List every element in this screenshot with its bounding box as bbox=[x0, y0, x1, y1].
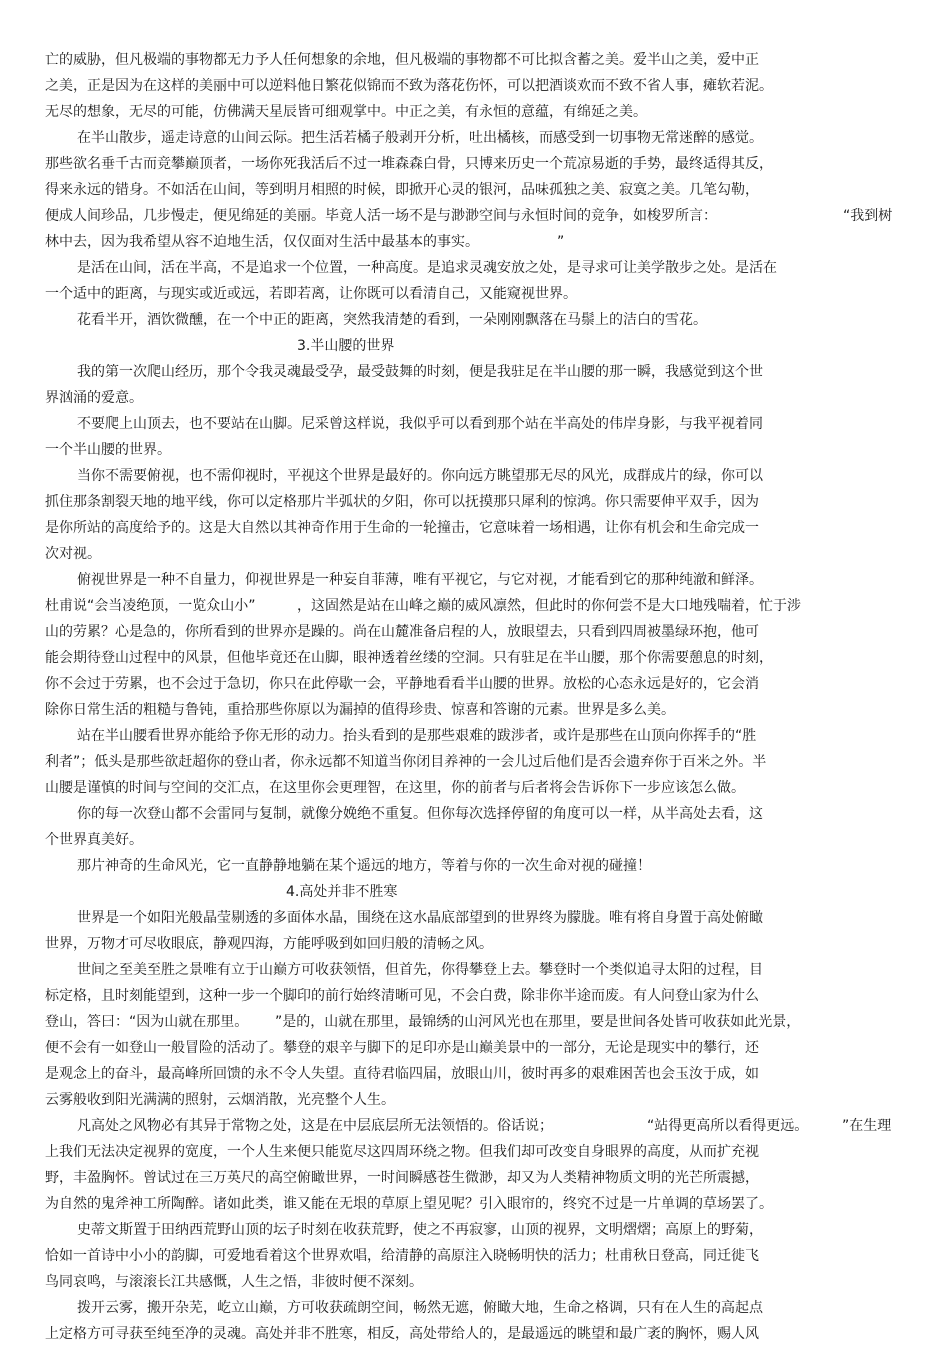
text-line: ”是的，山就在那里，最锦绣的山河风光也在那里，要是世间各处皆可收获如此光景， bbox=[275, 1014, 801, 1030]
text-line: 登山，答曰：“因为山就在那里。 bbox=[45, 1014, 249, 1030]
text-line: 你不会过于劳累，也不会过于急切，你只在此停歇一会，平静地看看半山腰的世界。放松的心态永远是好的，它会消 bbox=[45, 676, 759, 692]
text-line: 除你日常生活的粗糙与鲁钝，重拾那些你原以为漏掉的值得珍贵、惊喜和答谢的元素。世界是多么美。 bbox=[45, 702, 675, 718]
text-line: 一个适中的距离，与现实或近或远，若即若离，让你既可以看清自己，又能窥视世界。 bbox=[45, 286, 577, 302]
text-line: 花看半开，酒饮微醺，在一个中正的距离，突然我清楚的看到，一朵刚刚飘落在马鬃上的洁白的雪花。 bbox=[77, 312, 707, 328]
text-line: 是观念上的奋斗，最高峰所回馈的永不令人失望。直待君临四届，放眼山川，彼时再多的艰难困苦也会玉汝于成，如 bbox=[45, 1066, 759, 1082]
text-line: 不要爬上山顶去，也不要站在山脚。尼采曾这样说，我似乎可以看到那个站在半高处的伟岸身影，与我平视着同 bbox=[77, 416, 763, 432]
text-line: 我的第一次爬山经历，那个令我灵魂最受孕，最受鼓舞的时刻，便是我驻足在半山腰的那一瞬，我感觉到这个世 bbox=[77, 364, 763, 380]
text-line: 次对视。 bbox=[45, 546, 101, 562]
text-line: 抓住那条割裂天地的地平线，你可以定格那片半弧状的夕阳，你可以抚摸那只犀利的惊鸿。你只需要伸平双手，因为 bbox=[45, 494, 759, 510]
text-line: 上定格方可寻获至纯至净的灵魂。高处并非不胜寒，相反，高处带给人的，是最遥远的眺望和最广袤的胸怀，赐人风 bbox=[45, 1326, 759, 1342]
text-line: 山的劳累？心是急的，你所看到的世界亦是躁的。尚在山麓准备启程的人，放眼望去，只看到四周被墨绿环抱，他可 bbox=[45, 624, 759, 640]
text-line: 拨开云雾，搬开杂芜，屹立山巅，方可收获疏朗空间，畅然无遮，俯瞰大地，生命之格调，只有在人生的高起点 bbox=[77, 1300, 763, 1316]
text-line: 一个半山腰的世界。 bbox=[45, 442, 171, 458]
text-line: 能会期待登山过程中的风景，但他毕竟还在山脚，眼神透着丝缕的空洞。只有驻足在半山腰，那个你需要憩息的时刻， bbox=[45, 650, 773, 666]
text-line: 杜甫说“会当凌绝顶，一览众山小” bbox=[45, 598, 256, 614]
text-line: 便成人间珍品，几步慢走，便见绵延的美丽。毕竟人活一场不是与渺渺空间与永恒时间的竞争，如梭罗所言： bbox=[45, 208, 717, 224]
text-line: ，这固然是站在山峰之巅的威风凛然，但此时的你何尝不是大口地残喘着，忙于涉 bbox=[297, 598, 801, 614]
text-line: 便不会有一如登山一般冒险的活动了。攀登的艰辛与脚下的足印亦是山巅美景中的一部分，无论是现实中的攀行，还 bbox=[45, 1040, 759, 1056]
text-line: 是活在山间，活在半高，不是追求一个位置，一种高度。是追求灵魂安放之处，是寻求可让美学散步之处。是活在 bbox=[77, 260, 777, 276]
text-line: 那片神奇的生命风光，它一直静静地躺在某个遥远的地方，等着与你的一次生命对视的碰撞！ bbox=[77, 858, 651, 874]
text-line: 世界，万物才可尽收眼底，静观四海，方能呼吸到如回归般的清畅之风。 bbox=[45, 936, 493, 952]
text-line: 界汹涌的爱意。 bbox=[45, 390, 143, 406]
section-heading: 3.半山腰的世界 bbox=[297, 338, 395, 354]
text-line: 山腰是谨慎的时间与空间的交汇点，在这里你会更理智，在这里，你的前者与后者将会告诉你下一步应该怎么做。 bbox=[45, 780, 745, 796]
text-line: 在半山散步，遥走诗意的山间云际。把生活若橘子般剥开分析，吐出橘核，而感受到一切事物无常迷醉的感觉。 bbox=[77, 130, 763, 146]
text-line: 是你所站的高度给予的。这是大自然以其神奇作用于生命的一轮撞击，它意味着一场相遇，让你有机会和生命完成一 bbox=[45, 520, 759, 536]
quote-fragment: ”在生理 bbox=[842, 1118, 892, 1134]
text-line: 野，丰盈胸怀。曾试过在三万英尺的高空俯瞰世界，一时间瞬感苍生微渺，却又为人类精神物质文明的光芒所震撼， bbox=[45, 1170, 759, 1186]
text-line: 站在半山腰看世界亦能给予你无形的动力。抬头看到的是那些艰难的跋涉者，或许是那些在山顶向你挥手的“胜 bbox=[77, 728, 757, 744]
text-line: 得来永远的错身。不如活在山间，等到明月相照的时候，即掀开心灵的银河，品味孤独之美、寂寞之美。几笔勾勒， bbox=[45, 182, 759, 198]
text-line: 那些欲名垂千古而竞攀巅顶者，一场你死我活后不过一堆森森白骨，只博来历史一个荒凉易逝的手势，最终适得其反， bbox=[45, 156, 773, 172]
text-line: 鸟同哀鸣，与滚滚长江共感慨，人生之悟，非彼时便不深刻。 bbox=[45, 1274, 423, 1290]
text-line: 俯视世界是一种不自量力，仰视世界是一种妄自菲薄，唯有平视它，与它对视，才能看到它的那种纯澈和鲜泽。 bbox=[77, 572, 763, 588]
text-line: 个世界真美好。 bbox=[45, 832, 143, 848]
text-line: 标定格，且时刻能望到，这种一步一个脚印的前行始终清晰可见，不会白费，除非你半途而废。有人问登山家为什么 bbox=[45, 988, 759, 1004]
text-line: 之美，正是因为在这样的美丽中可以逆料他日繁花似锦而不致为落花伤怀，可以把酒谈欢而不致不省人事，瘫软若泥。 bbox=[45, 78, 773, 94]
text-line: 恰如一首诗中小小的韵脚，可爱地看着这个世界欢唱，给清静的高原注入晓畅明快的活力；杜甫秋日登高，同迁徙飞 bbox=[45, 1248, 759, 1264]
section-heading: 4.高处并非不胜寒 bbox=[286, 884, 398, 900]
text-line: 你的每一次登山都不会雷同与复制，就像分娩绝不重复。但你每次选择停留的角度可以一样，从半高处去看，这 bbox=[77, 806, 763, 822]
text-line: 凡高处之风物必有其异于常物之处，这是在中层底层所无法领悟的。俗话说； bbox=[77, 1118, 553, 1134]
text-line: 史蒂文斯置于田纳西荒野山顶的坛子时刻在收获荒野，使之不再寂寥，山顶的视界，文明熠熠；高原上的野菊， bbox=[77, 1222, 763, 1238]
text-line: 世界是一个如阳光般晶莹剔透的多面体水晶，围绕在这水晶底部望到的世界终为朦胧。唯有将自身置于高处俯瞰 bbox=[77, 910, 763, 926]
text-line: 为自然的鬼斧神工所陶醉。诸如此类，谁又能在无垠的草原上望见呢？引入眼帘的，终究不过是一片单调的草场罢了。 bbox=[45, 1196, 773, 1212]
text-line: 林中去，因为我希望从容不迫地生活，仅仅面对生活中最基本的事实。 bbox=[45, 234, 479, 250]
text-line: 云雾般收到阳光满满的照射，云烟消散，光亮整个人生。 bbox=[45, 1092, 395, 1108]
quote-fragment: ” bbox=[557, 234, 565, 250]
text-line: 无尽的想象，无尽的可能，仿佛满天星辰皆可细观掌中。中正之美，有永恒的意蕴，有绵延之美。 bbox=[45, 104, 647, 120]
text-line: 当你不需要俯视，也不需仰视时，平视这个世界是最好的。你向远方眺望那无尽的风光，成群成片的绿，你可以 bbox=[77, 468, 763, 484]
text-line: 上我们无法决定视界的宽度，一个人生来便只能览尽这四周环绕之物。但我们却可改变自身眼界的高度，从而扩充视 bbox=[45, 1144, 759, 1160]
text-line: 利者”；低头是那些欲赶超你的登山者，你永远都不知道当你闭目养神的一会儿过后他们是否会遗弃你于百米之外。半 bbox=[45, 754, 767, 770]
text-line: 世间之至美至胜之景唯有立于山巅方可收获领悟，但首先，你得攀登上去。攀登时一个类似追寻太阳的过程，目 bbox=[77, 962, 763, 978]
quote-fragment: “站得更高所以看得更远。 bbox=[647, 1118, 809, 1134]
quote-fragment: “我到树 bbox=[843, 208, 893, 224]
text-line: 亡的威胁，但凡极端的事物都无力予人任何想象的余地，但凡极端的事物都不可比拟含蓄之美。爱半山之美，爱中正 bbox=[45, 52, 759, 68]
